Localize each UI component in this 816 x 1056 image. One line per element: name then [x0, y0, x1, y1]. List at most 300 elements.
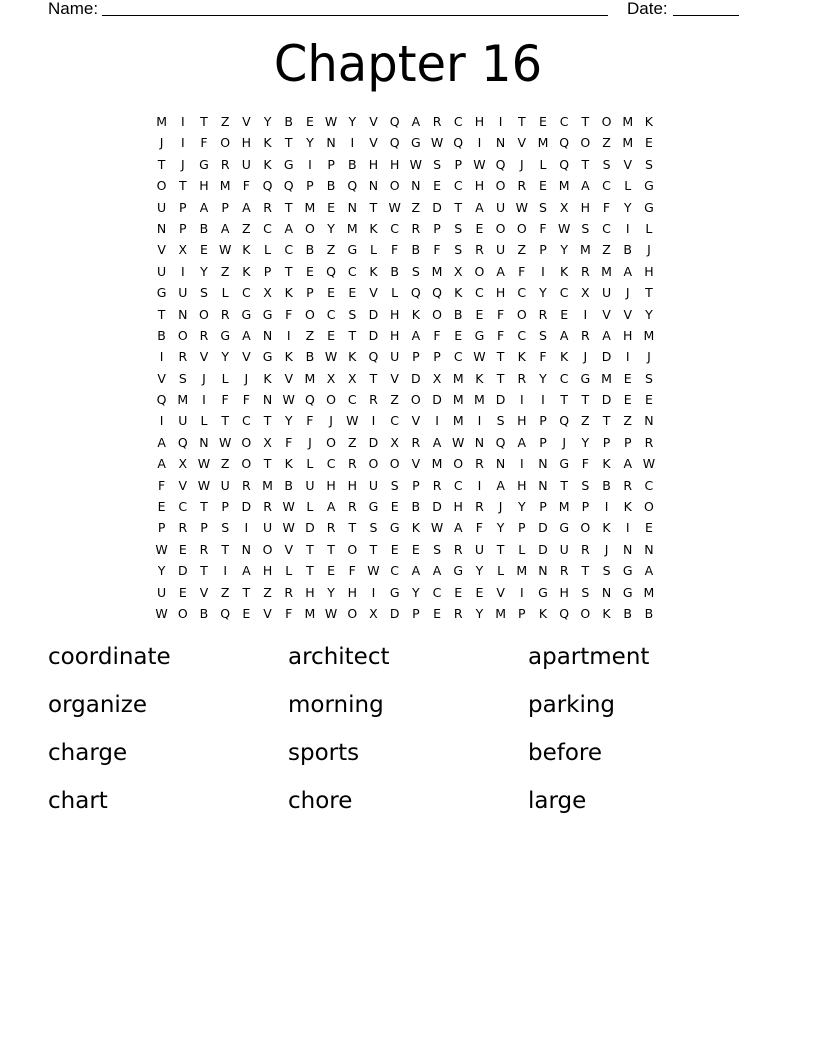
- grid-letter: Y: [645, 306, 653, 322]
- grid-letter: E: [178, 584, 187, 600]
- grid-letter: G: [368, 499, 379, 515]
- grid-letter: J: [498, 499, 503, 515]
- grid-letter: M: [643, 327, 655, 343]
- grid-letter: T: [560, 392, 568, 408]
- grid-letter: P: [623, 434, 632, 450]
- grid-letter: X: [390, 434, 399, 450]
- grid-letter: N: [538, 456, 548, 472]
- grid-letter: C: [559, 370, 569, 386]
- grid-letter: L: [306, 456, 314, 472]
- grid-letter: Z: [305, 327, 315, 343]
- grid-letter: X: [453, 263, 463, 279]
- grid-letter: W: [473, 156, 486, 172]
- grid-letter: C: [453, 477, 463, 493]
- grid-letter: I: [477, 135, 482, 151]
- grid-letter: U: [496, 242, 506, 258]
- grid-letter: T: [242, 584, 251, 600]
- grid-letter: T: [454, 199, 463, 215]
- grid-letter: W: [197, 477, 211, 493]
- grid-letter: I: [159, 349, 164, 365]
- grid-letter: A: [432, 563, 442, 579]
- grid-letter: C: [347, 263, 357, 279]
- grid-letter: V: [199, 584, 209, 600]
- grid-letter: O: [516, 306, 527, 322]
- grid-letter: K: [560, 349, 569, 365]
- grid-letter: V: [157, 242, 166, 258]
- grid-letter: J: [308, 434, 312, 450]
- grid-letter: C: [453, 114, 463, 129]
- grid-letter: M: [601, 263, 612, 279]
- grid-letter: A: [517, 434, 527, 450]
- grid-letter: T: [581, 156, 590, 172]
- grid-letter: R: [284, 584, 294, 600]
- grid-letter: C: [517, 327, 527, 343]
- grid-letter: V: [369, 114, 378, 129]
- grid-letter: B: [644, 605, 654, 621]
- grid-letter: C: [263, 220, 272, 236]
- grid-letter: A: [602, 327, 611, 343]
- grid-letter: C: [241, 413, 251, 429]
- grid-letter: T: [517, 114, 526, 129]
- grid-letter: B: [305, 242, 315, 258]
- grid-letter: R: [220, 306, 230, 322]
- grid-letter: S: [433, 541, 441, 557]
- grid-letter: Q: [410, 285, 421, 301]
- grid-letter: M: [643, 584, 655, 600]
- grid-letter: D: [495, 392, 506, 408]
- grid-letter: I: [308, 156, 312, 172]
- grid-letter: S: [178, 370, 187, 386]
- grid-letter: S: [348, 306, 357, 322]
- grid-letter: E: [475, 306, 484, 322]
- grid-letter: J: [625, 285, 630, 301]
- grid-letter: X: [559, 199, 569, 215]
- grid-letter: T: [496, 541, 505, 557]
- grid-letter: S: [390, 477, 399, 493]
- grid-letter: P: [539, 413, 547, 429]
- grid-letter: V: [602, 306, 611, 322]
- grid-letter: P: [327, 156, 335, 172]
- grid-letter: B: [284, 114, 293, 129]
- grid-letter: Y: [306, 135, 314, 151]
- date-blank-line[interactable]: [673, 0, 739, 16]
- grid-letter: A: [220, 220, 230, 236]
- grid-letter: Q: [389, 114, 400, 129]
- grid-letter: T: [348, 520, 357, 536]
- grid-letter: D: [305, 520, 315, 536]
- grid-letter: B: [347, 156, 357, 172]
- grid-letter: O: [389, 456, 400, 472]
- grid-letter: P: [221, 199, 229, 215]
- grid-letter: O: [516, 220, 527, 236]
- grid-letter: R: [475, 456, 484, 472]
- grid-letter: Q: [559, 413, 570, 429]
- grid-letter: S: [644, 156, 653, 172]
- grid-letter: N: [538, 563, 548, 579]
- grid-letter: C: [602, 220, 611, 236]
- grid-letter: C: [390, 220, 400, 236]
- grid-letter: U: [390, 349, 400, 365]
- grid-letter: P: [412, 477, 420, 493]
- grid-letter: O: [304, 220, 315, 236]
- grid-letter: G: [283, 156, 294, 172]
- grid-letter: H: [199, 178, 209, 194]
- grid-letter: Y: [157, 563, 166, 579]
- grid-letter: O: [368, 456, 379, 472]
- grid-letter: L: [645, 220, 653, 236]
- grid-letter: H: [517, 413, 527, 429]
- grid-letter: Q: [326, 263, 337, 279]
- grid-letter: C: [517, 285, 527, 301]
- grid-letter: E: [200, 242, 208, 258]
- grid-letter: R: [220, 156, 230, 172]
- grid-letter: T: [221, 541, 229, 557]
- grid-letter: K: [242, 263, 251, 279]
- grid-letter: A: [453, 520, 463, 536]
- grid-letter: E: [433, 178, 441, 194]
- grid-letter: I: [625, 349, 630, 365]
- grid-letter: N: [474, 434, 485, 450]
- grid-letter: N: [326, 135, 336, 151]
- grid-letter: M: [431, 263, 443, 279]
- grid-letter: G: [389, 520, 400, 536]
- grid-letter: S: [369, 520, 378, 536]
- grid-letter: L: [221, 285, 229, 301]
- grid-letter: V: [263, 605, 272, 621]
- grid-letter: D: [389, 605, 400, 621]
- grid-letter: K: [623, 499, 632, 515]
- grid-letter: E: [348, 285, 357, 301]
- grid-letter: L: [221, 370, 229, 386]
- grid-letter: C: [178, 499, 188, 515]
- grid-letter: R: [475, 499, 484, 515]
- grid-letter: R: [581, 541, 590, 557]
- page-title: Chapter 16: [273, 35, 543, 93]
- grid-letter: N: [262, 392, 273, 408]
- name-label: Name:: [48, 0, 99, 18]
- grid-letter: Q: [495, 434, 506, 450]
- grid-letter: R: [623, 477, 633, 493]
- date-label: Date:: [627, 0, 668, 18]
- grid-letter: E: [454, 584, 463, 600]
- grid-letter: Y: [263, 114, 272, 129]
- word-search-grid: [151, 111, 660, 624]
- grid-letter: G: [156, 285, 167, 301]
- grid-letter: S: [581, 584, 590, 600]
- grid-letter: C: [326, 306, 336, 322]
- grid-letter: I: [498, 114, 503, 129]
- grid-letter: K: [602, 605, 611, 621]
- grid-letter: D: [601, 392, 612, 408]
- grid-letter: K: [284, 349, 293, 365]
- grid-letter: I: [519, 392, 524, 408]
- grid-letter: A: [623, 263, 632, 279]
- grid-letter: Z: [220, 114, 230, 129]
- grid-letter: K: [644, 114, 653, 129]
- grid-letter: M: [558, 499, 570, 515]
- grid-letter: H: [347, 584, 357, 600]
- grid-letter: B: [623, 605, 632, 621]
- grid-letter: A: [581, 178, 590, 194]
- grid-letter: H: [517, 477, 527, 493]
- grid-letter: D: [177, 563, 188, 579]
- grid-letter: P: [306, 178, 314, 194]
- grid-letter: G: [389, 584, 400, 600]
- grid-letter: M: [537, 135, 549, 151]
- grid-letter: P: [412, 605, 420, 621]
- grid-letter: A: [411, 114, 421, 129]
- grid-letter: J: [519, 156, 524, 172]
- grid-letter: H: [241, 135, 252, 151]
- grid-letter: S: [496, 413, 505, 429]
- grid-letter: X: [263, 434, 272, 450]
- grid-letter: R: [369, 392, 378, 408]
- grid-letter: W: [515, 199, 528, 215]
- grid-letter: A: [496, 477, 505, 493]
- grid-letter: W: [642, 456, 656, 472]
- grid-letter: F: [496, 306, 505, 322]
- grid-letter: J: [180, 156, 185, 172]
- grid-letter: W: [324, 605, 338, 621]
- grid-letter: L: [497, 563, 505, 579]
- grid-letter: Z: [517, 242, 527, 258]
- grid-letter: B: [411, 242, 421, 258]
- word-list-item: chart: [48, 788, 108, 814]
- grid-letter: D: [368, 327, 379, 343]
- grid-letter: D: [241, 499, 252, 515]
- grid-letter: G: [559, 520, 569, 536]
- grid-letter: A: [411, 563, 421, 579]
- grid-letter: F: [581, 456, 589, 472]
- grid-letter: T: [560, 477, 568, 493]
- grid-letter: S: [539, 327, 547, 343]
- grid-letter: E: [644, 520, 653, 536]
- grid-letter: T: [581, 114, 590, 129]
- grid-letter: T: [306, 541, 314, 557]
- grid-letter: D: [368, 434, 379, 450]
- grid-letter: J: [647, 349, 651, 365]
- grid-letter: Z: [263, 584, 272, 600]
- grid-letter: A: [242, 327, 251, 343]
- grid-letter: Y: [284, 413, 293, 429]
- grid-letter: U: [157, 199, 167, 215]
- grid-letter: A: [242, 199, 251, 215]
- grid-letter: P: [306, 285, 314, 301]
- grid-letter: R: [517, 370, 527, 386]
- grid-letter: B: [157, 327, 166, 343]
- grid-letter: K: [369, 263, 378, 279]
- grid-letter: F: [539, 220, 547, 236]
- grid-letter: K: [602, 456, 611, 472]
- grid-letter: N: [347, 199, 357, 215]
- grid-letter: P: [454, 156, 462, 172]
- grid-letter: Z: [623, 413, 632, 429]
- grid-letter: E: [623, 370, 632, 386]
- grid-letter: L: [518, 541, 526, 557]
- grid-letter: C: [559, 114, 569, 129]
- grid-letter: L: [264, 242, 272, 258]
- grid-letter: J: [647, 242, 651, 258]
- grid-letter: Y: [581, 434, 590, 450]
- grid-letter: F: [475, 520, 483, 536]
- grid-letter: Q: [495, 156, 506, 172]
- grid-letter: O: [241, 434, 252, 450]
- grid-letter: I: [159, 413, 164, 429]
- grid-letter: C: [453, 178, 463, 194]
- grid-letter: E: [157, 499, 166, 515]
- grid-letter: R: [242, 477, 251, 493]
- grid-letter: A: [496, 263, 505, 279]
- grid-letter: X: [432, 370, 442, 386]
- grid-letter: B: [326, 178, 336, 194]
- grid-letter: E: [327, 199, 336, 215]
- grid-letter: M: [262, 477, 273, 493]
- grid-letter: T: [327, 541, 335, 557]
- grid-letter: G: [622, 563, 633, 579]
- grid-letter: H: [326, 477, 336, 493]
- grid-letter: V: [199, 349, 209, 365]
- grid-letter: U: [157, 584, 167, 600]
- grid-letter: E: [305, 263, 314, 279]
- grid-letter: E: [411, 541, 420, 557]
- grid-letter: Q: [389, 135, 400, 151]
- grid-letter: W: [282, 520, 295, 536]
- grid-letter: D: [432, 199, 442, 215]
- grid-letter: H: [389, 327, 400, 343]
- name-blank-line[interactable]: [102, 0, 608, 16]
- grid-letter: S: [221, 520, 230, 536]
- grid-letter: F: [242, 178, 250, 194]
- grid-letter: M: [177, 392, 189, 408]
- grid-letter: N: [601, 584, 612, 600]
- grid-letter: S: [644, 370, 653, 386]
- grid-letter: U: [178, 413, 188, 429]
- grid-letter: Q: [368, 349, 379, 365]
- grid-letter: M: [346, 220, 358, 236]
- grid-letter: V: [623, 156, 632, 172]
- grid-letter: P: [539, 434, 547, 450]
- grid-letter: T: [157, 156, 166, 172]
- grid-letter: P: [581, 499, 590, 515]
- grid-letter: D: [601, 349, 612, 365]
- grid-letter: H: [347, 477, 357, 493]
- grid-letter: W: [409, 156, 423, 172]
- grid-letter: C: [390, 563, 400, 579]
- grid-letter: A: [284, 220, 293, 236]
- grid-letter: Y: [517, 499, 526, 515]
- grid-letter: O: [347, 541, 358, 557]
- grid-letter: R: [581, 327, 590, 343]
- grid-letter: F: [391, 242, 399, 258]
- grid-letter: M: [601, 370, 612, 386]
- grid-letter: O: [177, 605, 188, 621]
- grid-letter: F: [433, 327, 441, 343]
- grid-letter: D: [432, 392, 442, 408]
- grid-letter: A: [326, 499, 336, 515]
- grid-letter: R: [453, 541, 463, 557]
- grid-letter: U: [305, 477, 315, 493]
- grid-letter: B: [199, 220, 209, 236]
- grid-letter: Q: [453, 135, 464, 151]
- grid-letter: E: [623, 392, 632, 408]
- grid-letter: Y: [623, 199, 632, 215]
- grid-letter: T: [306, 563, 314, 579]
- grid-letter: H: [453, 499, 463, 515]
- grid-letter: W: [388, 199, 401, 215]
- grid-letter: F: [285, 434, 293, 450]
- grid-letter: E: [433, 605, 441, 621]
- grid-letter: G: [241, 306, 252, 322]
- grid-letter: W: [473, 349, 486, 365]
- grid-letter: K: [263, 370, 272, 386]
- grid-letter: A: [157, 456, 166, 472]
- grid-letter: S: [581, 220, 590, 236]
- grid-letter: K: [411, 306, 420, 322]
- grid-letter: S: [539, 199, 547, 215]
- grid-letter: K: [369, 220, 378, 236]
- grid-letter: T: [369, 370, 378, 386]
- grid-letter: N: [178, 306, 188, 322]
- grid-letter: E: [390, 499, 399, 515]
- word-list-item: apartment: [528, 644, 650, 670]
- grid-letter: I: [223, 563, 227, 579]
- grid-letter: K: [538, 605, 548, 621]
- grid-letter: N: [623, 541, 633, 557]
- word-list-item: morning: [288, 692, 384, 718]
- grid-letter: U: [220, 477, 230, 493]
- grid-letter: V: [242, 114, 251, 129]
- grid-letter: V: [369, 285, 378, 301]
- grid-letter: P: [539, 499, 547, 515]
- grid-letter: T: [602, 413, 611, 429]
- grid-letter: H: [474, 178, 485, 194]
- grid-letter: K: [517, 349, 526, 365]
- grid-letter: O: [262, 541, 273, 557]
- grid-letter: G: [262, 349, 273, 365]
- grid-letter: Z: [220, 263, 230, 279]
- grid-letter: Q: [432, 285, 442, 301]
- grid-letter: T: [284, 135, 293, 151]
- grid-letter: L: [200, 413, 208, 429]
- word-list-item: parking: [528, 692, 616, 718]
- grid-letter: V: [178, 477, 188, 493]
- grid-letter: X: [263, 285, 272, 301]
- grid-letter: M: [431, 456, 443, 472]
- word-list-item: coordinate: [48, 644, 171, 670]
- grid-letter: H: [262, 563, 273, 579]
- grid-letter: G: [220, 327, 230, 343]
- grid-letter: I: [286, 327, 291, 343]
- grid-letter: F: [221, 392, 229, 408]
- grid-letter: C: [559, 285, 569, 301]
- grid-letter: Z: [411, 199, 421, 215]
- grid-letter: N: [495, 135, 506, 151]
- grid-letter: N: [199, 434, 209, 450]
- grid-letter: K: [348, 349, 357, 365]
- grid-letter: Y: [560, 242, 568, 258]
- grid-letter: T: [200, 114, 208, 129]
- grid-letter: W: [282, 499, 295, 515]
- grid-letter: V: [157, 370, 166, 386]
- grid-letter: G: [644, 178, 654, 194]
- grid-letter: M: [156, 114, 167, 129]
- grid-letter: T: [284, 263, 293, 279]
- grid-letter: F: [348, 563, 356, 579]
- grid-letter: J: [202, 370, 206, 386]
- grid-letter: I: [519, 456, 524, 472]
- grid-letter: N: [644, 413, 654, 429]
- grid-letter: A: [199, 199, 209, 215]
